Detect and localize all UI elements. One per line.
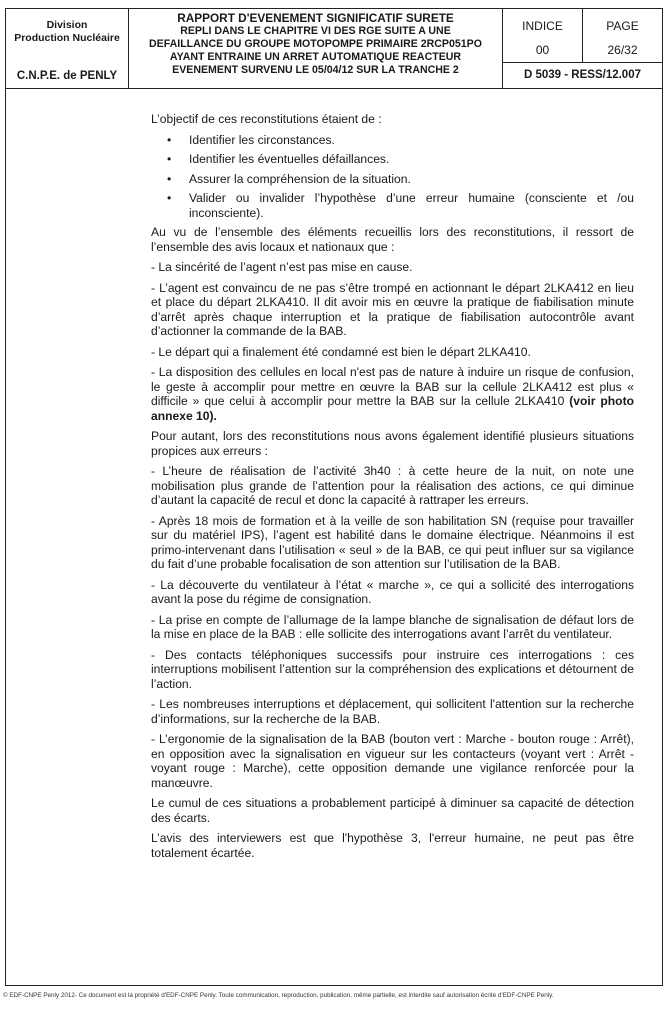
paragraph: - La découverte du ventilateur à l’état « marche », ce qui a sollicité des interrogations avant la pose du régime de consignation.	[151, 577, 634, 606]
paragraph: - Des contacts téléphoniques successifs pour instruire ces interrogations : ces interruptions mobilisent l’attention sur la compréhension des explications et détournent de l’action.	[151, 647, 634, 691]
list-item: • Identifier les éventuelles défaillances.	[167, 152, 390, 166]
bullet-icon: •	[167, 132, 172, 147]
header-title	[129, 9, 503, 88]
paragraph: - L’agent est convaincu de ne pas s’être trompé en actionnant le départ 2LKA412 en lieu et place du départ 2LKA410. Il dit avoir mis en œuvre la pratique de fiabilisation minute d’arrêt après chaque interruption et la pratique de fiabilisation autocontrôle avant d’actionner la commande de la BAB.	[151, 280, 634, 338]
paragraph: - L’heure de réalisation de l’activité 3h40 : à cette heure de la nuit, on note une mobilisation plus grande de l’attention pour la réalisation des actions, ce qui diminue d’autant la capacité de recul et donc la capacité à rattraper les erreurs.	[151, 464, 634, 507]
copyright-footer: © EDF-CNPE Penly 2012- Ce document est la propriété d'EDF-CNPE Penly. Toute communication, reproduction, publication, même partielle, est interdite sauf autorisation écrite d'EDF-CNPE Penly.	[3, 992, 554, 999]
title-line: AYANT ENTRAINE UN ARRET AUTOMATIQUE REACTEUR	[169, 51, 462, 63]
document-reference: D 5039 - RESS/12.007	[524, 69, 641, 81]
paragraph: Au vu de l’ensemble des éléments recueillis lors des reconstitutions, il ressort de l’ensemble des avis locaux et nationaux que :	[151, 225, 634, 254]
page-cell	[583, 9, 662, 62]
title-line: REPLI DANS LE CHAPITRE VI DES RGE SUITE A UNE	[180, 25, 451, 37]
title-line: DEFAILLANCE DU GROUPE MOTOPOMPE PRIMAIRE 2RCP051PO	[149, 38, 482, 50]
intro-paragraph: L’objectif de ces reconstitutions étaient de :	[151, 112, 382, 126]
division-line1: Division	[46, 19, 88, 31]
document-body	[151, 112, 634, 866]
paragraph: - Les nombreuses interruptions et déplacement, qui sollicitent l'attention sur la recherche d’informations, sur la recherche de la BAB.	[151, 697, 634, 726]
list-item: • Assurer la compréhension de la situation.	[167, 171, 411, 186]
bullet-icon: •	[167, 191, 172, 205]
paragraph: Pour autant, lors des reconstitutions nous avons également identifié plusieurs situations propices aux erreurs :	[151, 429, 634, 458]
paragraph: - Le départ qui a finalement été condamné est bien le départ 2LKA410.	[151, 344, 531, 359]
indice-label: INDICE	[522, 19, 563, 33]
title-line: EVENEMENT SURVENU LE 05/04/12 SUR LA TRANCHE 2	[172, 64, 459, 76]
page-number: 26/32	[607, 43, 638, 57]
paragraph: - L’ergonomie de la signalisation de la BAB (bouton vert : Marche - bouton rouge : Arrêt), en opposition avec la signalisation en vigueur sur les contacteurs (voyant vert : Arrêt - voyant rouge : Marche), cette opposition demande une vigilance renforcée pour la manœuvre.	[151, 732, 634, 790]
paragraph-disposition: - La disposition des cellules en local n'est pas de nature à induire un risque de confusion, le geste à accomplir pour mettre en œuvre la BAB sur la cellule 2LKA412 est plus « difficile » que celui à accomplir pour mettre la BAB sur la cellule 2LKA410 (voir photo annexe 10).	[151, 365, 634, 423]
list-item: • Identifier les circonstances.	[167, 132, 335, 147]
paragraph: - Après 18 mois de formation et à la veille de son habilitation SN (requise pour travailler sur du matériel IPS), l’agent est habilité dans le domaine électrique. Néanmoins il est primo-intervenant dans l’utilisation « seul » de la BAB, ce qui peut influer sur sa vigilance du fait d’une probable focalisation de son attention sur l’utilisation de la BAB.	[151, 513, 634, 571]
objectives-list	[151, 133, 634, 221]
paragraph: L’avis des interviewers est que l'hypothèse 3, l'erreur humaine, ne peut pas être totalement écartée.	[151, 831, 634, 860]
division-line2: Production Nucléaire	[14, 32, 120, 44]
bullet-icon: •	[167, 152, 172, 166]
indice-cell	[503, 9, 583, 62]
paragraph: - La prise en compte de l’allumage de la lampe blanche de signalisation de défaut lors de la mise en place de la BAB : elle sollicite des interrogations avant l’arrêt du ventilateur.	[151, 612, 634, 641]
list-item: • Valider ou invalider l’hypothèse d’une erreur humaine (consciente et /ou inconsciente).	[167, 191, 634, 220]
indice-value: 00	[535, 43, 550, 57]
annex-reference: (voir photo annexe 10).	[151, 394, 634, 423]
paragraph: - La sincérité de l’agent n’est pas mise en cause.	[151, 260, 413, 274]
header-organization	[6, 9, 129, 88]
header-meta	[503, 9, 662, 88]
bullet-icon: •	[167, 171, 172, 186]
document-header	[6, 9, 662, 89]
site-name: C.N.P.E. de PENLY	[16, 70, 118, 82]
page-label: PAGE	[606, 19, 639, 33]
title-main: RAPPORT D'EVENEMENT SIGNIFICATIF SURETE	[177, 11, 454, 25]
paragraph: Le cumul de ces situations a probablement participé à diminuer sa capacité de détection des écarts.	[151, 796, 634, 825]
